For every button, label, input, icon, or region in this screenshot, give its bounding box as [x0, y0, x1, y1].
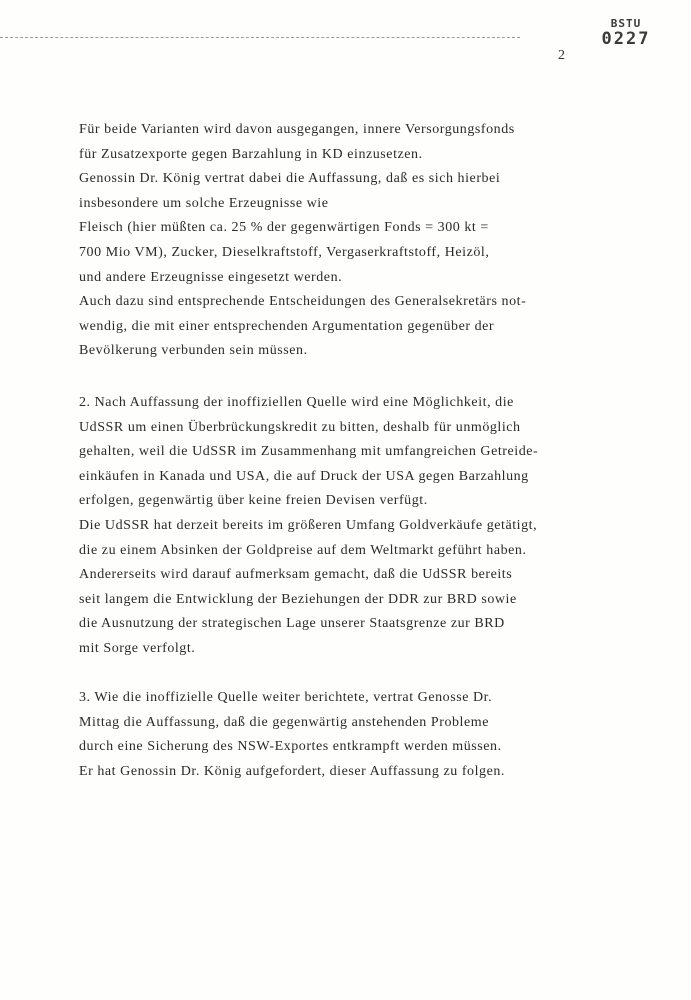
text-line: 700 Mio VM), Zucker, Dieselkraftstoff, Vergaserkraftstoff, Heizöl,: [79, 244, 490, 260]
archive-stamp-label: BSTU: [610, 17, 642, 30]
text-line: Genossin Dr. König vertrat dabei die Auffassung, daß es sich hierbei: [79, 171, 501, 187]
text-line: seit langem die Entwicklung der Beziehungen der DDR zur BRD sowie: [79, 591, 517, 607]
text-line: Mittag die Auffassung, daß die gegenwärtig anstehenden Probleme: [79, 714, 489, 730]
text-line: Bevölkerung verbunden sein müssen.: [79, 343, 308, 359]
page-number: 2: [558, 48, 565, 63]
text-line: Er hat Genossin Dr. König aufgefordert, dieser Auffassung zu folgen.: [79, 763, 505, 779]
text-line: für Zusatzexporte gegen Barzahlung in KD einzusetzen.: [79, 146, 423, 162]
text-line: 3. Wie die inoffizielle Quelle weiter berichtete, vertrat Genosse Dr.: [79, 690, 493, 705]
top-dashed-rule: [0, 37, 520, 38]
text-line: Die UdSSR hat derzeit bereits im größeren Umfang Goldverkäufe getätigt,: [79, 517, 538, 533]
text-line: einkäufen in Kanada und USA, die auf Druck der USA gegen Barzahlung: [79, 468, 529, 484]
text-line: Fleisch (hier müßten ca. 25 % der gegenwärtigen Fonds = 300 kt =: [79, 220, 489, 236]
paragraph-1: [79, 118, 619, 364]
archive-stamp-number: 0227: [601, 29, 651, 49]
text-line: Auch dazu sind entsprechende Entscheidungen des Generalsekretärs not-: [79, 294, 527, 310]
archive-stamp: [600, 18, 652, 48]
text-line: durch eine Sicherung des NSW-Exportes entkrampft werden müssen.: [79, 739, 502, 755]
text-line: die Ausnutzung der strategischen Lage unserer Staatsgrenze zur BRD: [79, 616, 505, 632]
text-line: insbesondere um solche Erzeugnisse wie: [79, 195, 329, 211]
text-line: die zu einem Absinken der Goldpreise auf dem Weltmarkt geführt haben.: [79, 542, 527, 558]
text-line: 2. Nach Auffassung der inoffiziellen Quelle wird eine Möglichkeit, die: [79, 395, 514, 410]
text-line: mit Sorge verfolgt.: [79, 640, 196, 656]
text-line: und andere Erzeugnisse eingesetzt werden.: [79, 269, 343, 285]
text-line: erfolgen, gegenwärtig über keine freien Devisen verfügt.: [79, 493, 428, 509]
text-line: Andererseits wird darauf aufmerksam gemacht, daß die UdSSR bereits: [79, 567, 513, 583]
text-line: UdSSR um einen Überbrückungskredit zu bitten, deshalb für unmöglich: [79, 419, 521, 435]
text-line: wendig, die mit einer entsprechenden Argumentation gegenüber der: [79, 318, 495, 334]
paragraph-2: [79, 391, 619, 662]
paragraph-3: [79, 686, 619, 784]
text-line: Für beide Varianten wird davon ausgegangen, innere Versorgungsfonds: [79, 122, 515, 137]
text-line: gehalten, weil die UdSSR im Zusammenhang mit umfangreichen Getreide-: [79, 444, 539, 460]
